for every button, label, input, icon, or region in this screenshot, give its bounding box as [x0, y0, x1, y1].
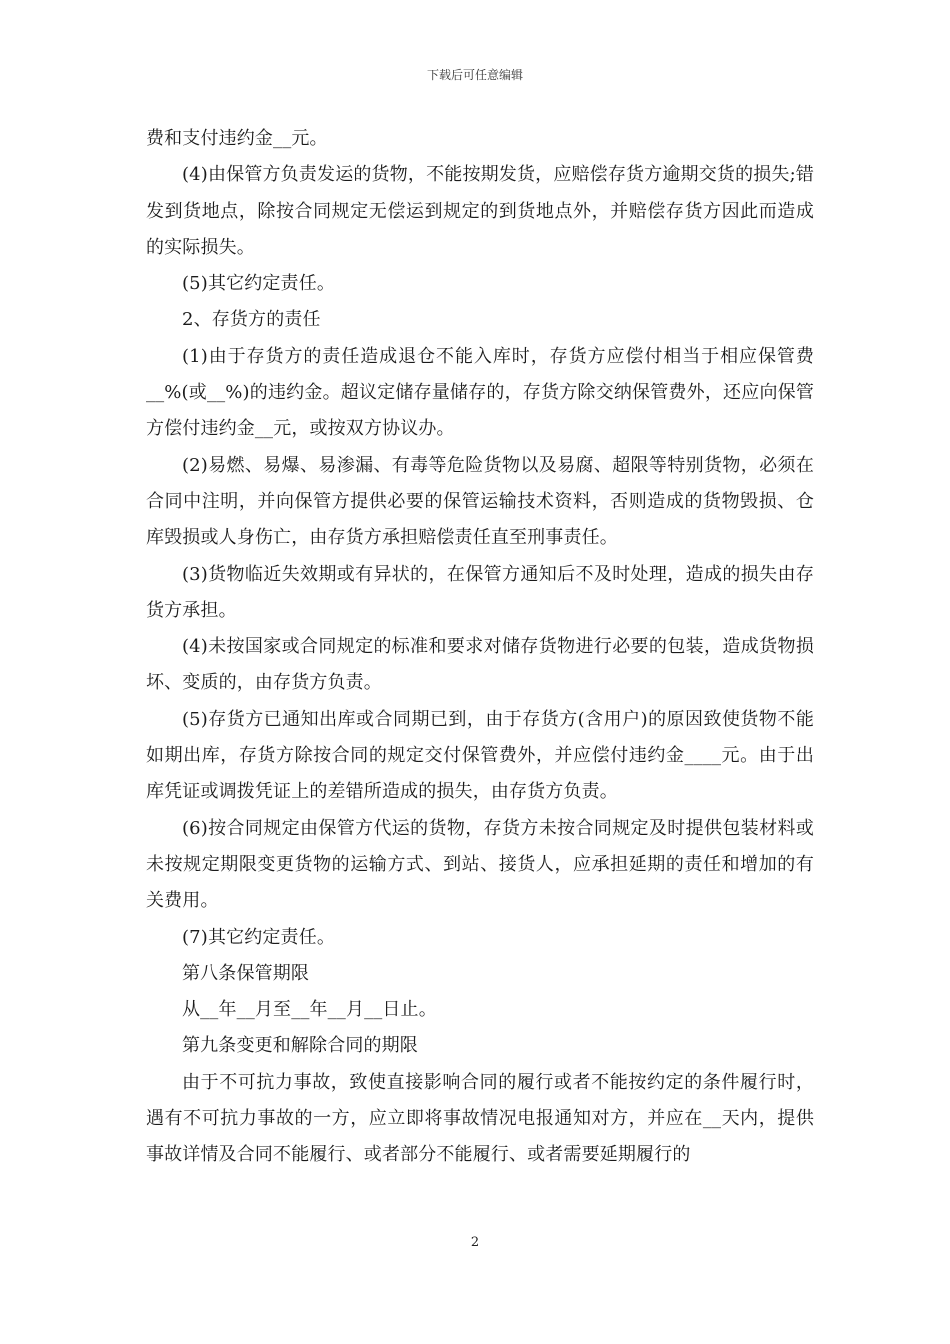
paragraph: 从__年__月至__年__月__日止。: [182, 999, 437, 1021]
paragraph: (3)货物临近失效期或有异状的，在保管方通知后不及时处理，造成的损失由存货方承担。: [146, 563, 814, 621]
page-header: 下载后可任意编辑: [426, 68, 523, 82]
document-body: [146, 121, 814, 1174]
section-heading: 2、存货方的责任: [182, 309, 321, 331]
article-heading: 第八条保管期限: [182, 962, 310, 984]
page-number: 2: [470, 1235, 480, 1250]
paragraph: 费和支付违约金__元。: [146, 128, 328, 149]
paragraph: (5)其它约定责任。: [182, 273, 335, 295]
paragraph: (4)未按国家或合同规定的标准和要求对储存货物进行必要的包装，造成货物损坏、变质的，由存货方负责。: [146, 636, 814, 694]
paragraph: (7)其它约定责任。: [182, 926, 335, 948]
paragraph: (6)按合同规定由保管方代运的货物，存货方未按合同规定及时提供包装材料或未按规定期限变更货物的运输方式、到站、接货人，应承担延期的责任和增加的有关费用。: [146, 817, 814, 912]
paragraph: 由于不可抗力事故，致使直接影响合同的履行或者不能按约定的条件履行时，遇有不可抗力事故的一方，应立即将事故情况电报通知对方，并应在__天内，提供事故详情及合同不能履行、或者部分不能履行、或者需要延期履行的: [146, 1071, 814, 1166]
paragraph: (5)存货方已通知出库或合同期已到，由于存货方(含用户)的原因致使货物不能如期出库，存货方除按合同的规定交付保管费外，并应偿付违约金____元。由于出库凭证或调拨凭证上的差错所造成的损失，由存货方负责。: [146, 708, 814, 803]
article-heading: 第九条变更和解除合同的期限: [182, 1035, 418, 1057]
paragraph: (1)由于存货方的责任造成退仓不能入库时，存货方应偿付相当于相应保管费__%(或__%)的违约金。超议定储存量储存的，存货方除交纳保管费外，还应向保管方偿付违约金__元，或按双方协议办。: [146, 345, 814, 440]
paragraph: (2)易燃、易爆、易渗漏、有毒等危险货物以及易腐、超限等特别货物，必须在合同中注明，并向保管方提供必要的保管运输技术资料，否则造成的货物毁损、仓库毁损或人身伤亡，由存货方承担赔偿责任直至刑事责任。: [146, 454, 814, 549]
paragraph: (4)由保管方负责发运的货物，不能按期发货，应赔偿存货方逾期交货的损失;错发到货地点，除按合同规定无偿运到规定的到货地点外，并赔偿存货方因此而造成的实际损失。: [146, 164, 814, 258]
